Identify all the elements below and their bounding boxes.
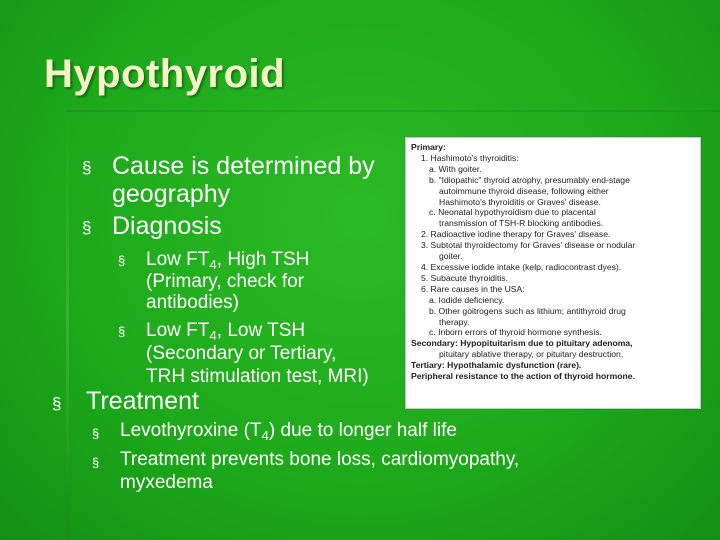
bullet-marker: §	[52, 394, 62, 413]
sub-bullet-marker: §	[118, 324, 126, 339]
causes-table-image	[405, 137, 701, 409]
sub-bullet-primary-cont: (Primary, check for	[146, 271, 305, 292]
figure-line: b. Other goitrogens such as lithium; antithyroid drug	[429, 305, 626, 316]
sub-bullet-marker: §	[92, 455, 100, 470]
figure-line: c. Inborn errors of thyroid hormone synthesis.	[429, 327, 602, 338]
figure-line: 2. Radioactive iodine therapy for Graves' disease.	[421, 229, 611, 240]
figure-line: 1. Hashimoto's thyroiditis:	[421, 152, 519, 163]
decorative-vertical-line	[66, 110, 69, 540]
decorative-horizontal-line	[66, 110, 720, 112]
figure-line: goiter.	[439, 251, 463, 262]
sub-bullet-secondary: Low $FT_4$, Low TSH	[146, 320, 306, 343]
figure-line: Peripheral resistance to the action of thyroid hormone.	[411, 371, 635, 382]
figure-line: Tertiary: Hypothalamic dysfunction (rare).	[411, 360, 582, 371]
bullet-diagnosis: Diagnosis	[112, 212, 222, 240]
slide-title: Hypothyroid	[44, 52, 286, 96]
bullet-treatment: Treatment	[86, 387, 200, 415]
sub-bullet-levothyroxine: Levothyroxine $(T_4)$ due to longer half life	[120, 420, 457, 443]
figure-line: 4. Excessive iodide intake (kelp, radiocontrast dyes).	[421, 261, 622, 272]
figure-line: Hashimoto's thyroiditis or Graves' disease.	[439, 196, 601, 207]
bullet-marker: §	[82, 218, 92, 237]
figure-line: a. With goiter.	[429, 163, 482, 174]
bullet-cause-cont: geography	[112, 180, 231, 208]
sub-bullet-prevents: Treatment prevents bone loss, cardiomyopathy,	[120, 449, 520, 470]
figure-line: Primary:	[411, 142, 446, 152]
figure-line: therapy.	[439, 316, 470, 327]
bullet-marker: §	[82, 158, 92, 177]
figure-line: 3. Subtotal thyroidectomy for Graves' disease or nodular	[421, 240, 636, 251]
sub-bullet-primary: Low $FT_4$, High TSH	[146, 249, 310, 272]
sub-bullet-primary-cont: antibodies)	[146, 292, 239, 313]
sub-bullet-secondary-cont: TRH stimulation test, MRI)	[146, 366, 369, 387]
figure-line: c. Neonatal hypothyroidism due to placental	[429, 207, 596, 218]
sub-bullet-prevents-cont: myxedema	[120, 472, 213, 493]
figure-line: b. "Idiopathic" thyroid atrophy, presumably end-stage	[429, 174, 630, 185]
sub-bullet-marker: §	[92, 426, 100, 441]
figure-line: autoimmune thyroid disease, following either	[439, 185, 609, 196]
sub-bullet-marker: §	[118, 253, 126, 268]
figure-line: pituitary ablative therapy, or pituitary destruction.	[439, 349, 624, 360]
figure-line: 5. Subacute thyroiditis.	[421, 272, 508, 283]
figure-line: transmission of TSH-R blocking antibodies.	[439, 218, 604, 229]
bullet-cause: Cause is determined by	[112, 152, 375, 180]
figure-line: Secondary: Hypopituitarism due to pituitary adenoma,	[411, 338, 633, 349]
figure-line: a. Iodide deficiency.	[429, 294, 505, 305]
figure-line: 6. Rare causes in the USA:	[421, 283, 525, 294]
sub-bullet-secondary-cont: (Secondary or Tertiary,	[146, 343, 337, 364]
